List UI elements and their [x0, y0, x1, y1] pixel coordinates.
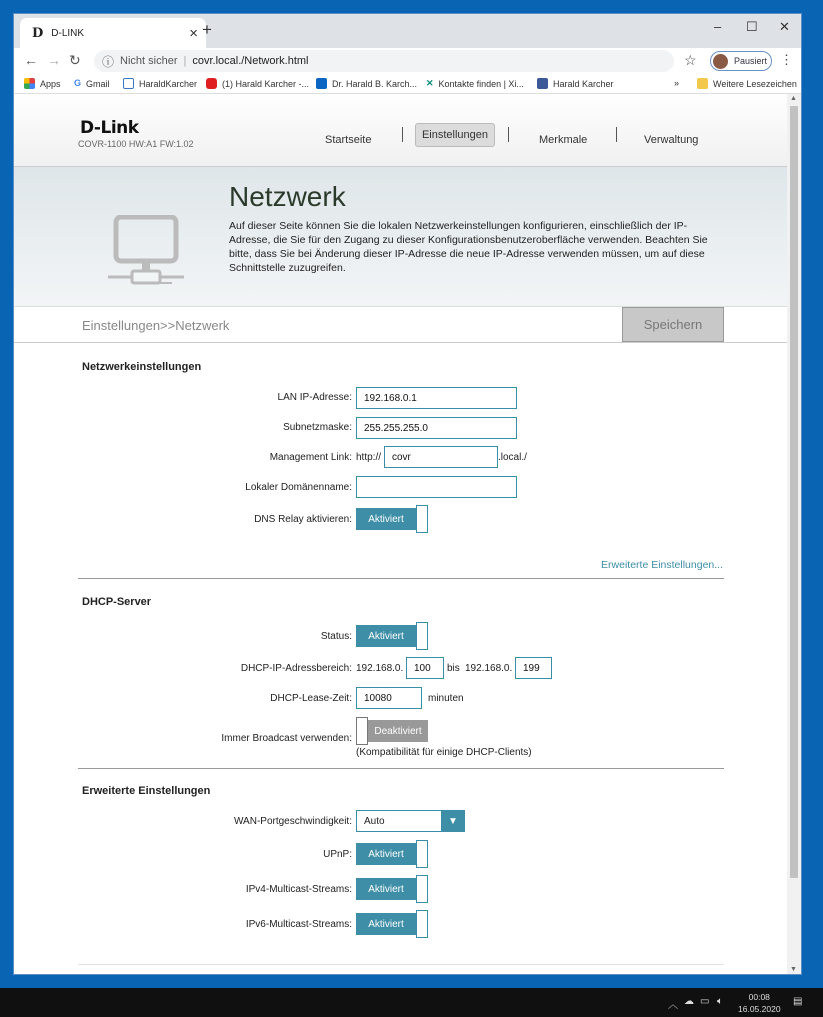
bookmarks-bar	[14, 74, 801, 94]
security-label: Nicht sicher	[120, 55, 178, 67]
section-title-advanced: Erweiterte Einstellungen	[82, 785, 211, 797]
scroll-down-icon[interactable]: ▼	[790, 966, 797, 973]
page-title: Netzwerk	[229, 181, 346, 212]
new-tab-icon[interactable]: +	[202, 20, 212, 39]
url-text: covr.local./Network.html	[192, 55, 309, 67]
nav-merkmale[interactable]: Merkmale	[539, 134, 588, 146]
upnp-toggle[interactable]	[356, 840, 428, 868]
nav-divider	[508, 127, 509, 142]
tray-chevron-icon[interactable]: ︿	[668, 1000, 678, 1011]
broadcast-toggle[interactable]	[356, 717, 428, 745]
menu-icon[interactable]: ⋮	[780, 52, 793, 67]
upnp-label: UPnP:	[323, 849, 352, 860]
toggle-knob	[416, 840, 428, 868]
scroll-up-icon[interactable]: ▲	[790, 95, 797, 102]
section-divider	[78, 578, 724, 579]
dhcp-range-prefix: 192.168.0.	[356, 663, 404, 674]
cloud-icon[interactable]: ☁	[684, 996, 694, 1007]
dhcp-range-to: bis	[447, 663, 460, 674]
save-button[interactable]: Speichern	[622, 307, 724, 342]
close-window-icon[interactable]: ✕	[779, 19, 790, 34]
reload-icon[interactable]: ↻	[69, 52, 81, 68]
notifications-icon[interactable]: ▤	[793, 996, 803, 1007]
broadcast-state: Deaktiviert	[368, 720, 428, 742]
back-icon[interactable]: ←	[24, 52, 38, 68]
upnp-state: Aktiviert	[356, 843, 416, 865]
router-header	[14, 94, 787, 167]
bookmark-item[interactable]: Harald Karcher	[537, 78, 614, 89]
advanced-settings-link[interactable]: Erweiterte Einstellungen...	[601, 559, 723, 571]
model-info: COVR-1100 HW:A1 FW:1.02	[78, 139, 194, 149]
subnet-label: Subnetzmaske:	[283, 422, 352, 433]
dhcp-lease-label: DHCP-Lease-Zeit:	[270, 693, 352, 704]
dhcp-status-label: Status:	[320, 631, 352, 642]
profile-button[interactable]	[710, 51, 772, 71]
mgmt-link-suffix: .local./	[498, 452, 527, 463]
clock-time: 00:08	[748, 992, 770, 1002]
broadcast-label: Immer Broadcast verwenden:	[221, 733, 352, 744]
dns-relay-toggle[interactable]	[356, 505, 428, 533]
info-icon[interactable]: ⓘ	[102, 54, 115, 69]
forward-icon[interactable]: →	[47, 52, 61, 68]
profile-status: Pausiert	[734, 56, 768, 66]
dhcp-lease-unit: minuten	[428, 693, 464, 704]
scrollbar[interactable]	[787, 94, 801, 974]
ipv4-multicast-state: Aktiviert	[356, 878, 416, 900]
toggle-knob	[416, 505, 428, 533]
dhcp-status-toggle[interactable]	[356, 622, 428, 650]
dlink-favicon-icon: D	[32, 25, 44, 41]
broadcast-note: (Kompatibilität für einige DHCP-Clients)	[356, 747, 532, 758]
folder-icon	[697, 78, 708, 89]
section-divider	[78, 964, 724, 965]
url-separator: |	[183, 55, 187, 67]
browser-window	[14, 14, 801, 974]
page-content	[14, 94, 787, 974]
toggle-knob	[416, 910, 428, 938]
toggle-knob	[416, 875, 428, 903]
section-divider	[78, 768, 724, 769]
tab-strip	[14, 14, 801, 48]
wan-speed-label: WAN-Portgeschwindigkeit:	[233, 816, 352, 827]
dhcp-range-label: DHCP-IP-Adressbereich:	[240, 663, 352, 674]
domain-name-label: Lokaler Domänenname:	[245, 482, 352, 493]
bookmark-item[interactable]: Dr. Harald B. Karch...	[316, 78, 417, 89]
close-tab-icon[interactable]: ×	[189, 25, 198, 42]
nav-divider	[616, 127, 617, 142]
minimize-icon[interactable]: –	[714, 19, 722, 34]
ipv6-multicast-toggle[interactable]	[356, 910, 428, 938]
calendar-icon	[123, 78, 134, 89]
clock[interactable]	[738, 991, 781, 1015]
dhcp-range-prefix-end: 192.168.0.	[465, 663, 513, 674]
tab-title: D-LINK	[51, 27, 85, 39]
browser-tab[interactable]	[20, 18, 206, 48]
breadcrumb-row	[14, 307, 787, 343]
lan-ip-input[interactable]: 192.168.0.1	[356, 387, 517, 409]
lan-ip-label: LAN IP-Adresse:	[277, 392, 352, 403]
bookmark-star-icon[interactable]: ☆	[684, 52, 697, 68]
page-description: Auf dieser Seite können Sie die lokalen Netzwerkeinstellungen konfigurieren, einschließlich der IP-Adresse, die Sie für den Zugang zu dieser Konfigurationsbenutzeroberfläche verwenden. Beachten Sie bitte, dass Sie bei Änderung dieser IP-Adresse die neue IP-Adresse verwenden müssen, um auf diese Schnittstelle zuzugreifen.	[229, 220, 708, 274]
bookmark-item[interactable]: (1) Harald Karcher -...	[206, 78, 309, 89]
page-banner	[14, 167, 787, 307]
nav-einstellungen[interactable]: Einstellungen	[415, 123, 495, 147]
facebook-icon	[537, 78, 548, 89]
scrollbar-thumb[interactable]	[790, 106, 798, 878]
breadcrumb: Einstellungen>>Netzwerk	[82, 318, 230, 333]
address-bar-row	[14, 48, 801, 74]
dhcp-range-start-input[interactable]: 100	[406, 657, 444, 679]
maximize-icon[interactable]: ☐	[746, 19, 758, 34]
dns-relay-label: DNS Relay aktivieren:	[254, 514, 352, 525]
ipv6-multicast-state: Aktiviert	[356, 913, 416, 935]
bookmark-item[interactable]: ✕ Kontakte finden | Xi...	[426, 78, 524, 89]
bookmark-item[interactable]: G Gmail	[74, 78, 110, 89]
mgmt-link-prefix: http://	[356, 452, 382, 463]
nav-verwaltung[interactable]: Verwaltung	[644, 134, 699, 146]
taskbar	[0, 988, 823, 1017]
apps-icon	[24, 78, 35, 89]
ipv6-multicast-label: IPv6-Multicast-Streams:	[245, 919, 352, 930]
nav-startseite[interactable]: Startseite	[325, 134, 372, 146]
google-icon: G	[74, 78, 82, 88]
section-title-dhcp: DHCP-Server	[82, 596, 152, 608]
toggle-knob	[356, 717, 368, 745]
bookmark-item[interactable]: Apps	[24, 78, 61, 89]
mgmt-link-input[interactable]: covr	[384, 446, 498, 468]
clock-date: 16.05.2020	[738, 1004, 781, 1014]
xing-icon: ✕	[426, 78, 434, 88]
network-computer-icon	[106, 215, 186, 291]
address-bar[interactable]	[94, 50, 674, 72]
youtube-icon	[206, 78, 217, 89]
bookmarks-overflow[interactable]: »	[674, 78, 680, 88]
dhcp-status-state: Aktiviert	[356, 625, 416, 647]
mgmt-link-label: Management Link:	[269, 452, 352, 463]
avatar	[713, 54, 728, 69]
toggle-knob	[416, 622, 428, 650]
linkedin-icon	[316, 78, 327, 89]
dns-relay-state: Aktiviert	[356, 508, 416, 530]
volume-icon[interactable]: 🔈︎	[717, 996, 723, 1007]
chevron-down-icon[interactable]: ▼	[441, 810, 465, 832]
domain-name-input[interactable]	[356, 476, 517, 498]
wan-speed-select[interactable]	[356, 810, 465, 832]
other-bookmarks[interactable]: Weitere Lesezeichen	[697, 78, 797, 89]
dlink-logo: D-Link	[80, 118, 139, 138]
nav-divider	[402, 127, 403, 142]
dhcp-range-end-input[interactable]: 199	[515, 657, 552, 679]
dhcp-lease-input[interactable]: 10080	[356, 687, 422, 709]
ipv4-multicast-toggle[interactable]	[356, 875, 428, 903]
subnet-input[interactable]: 255.255.255.0	[356, 417, 517, 439]
wan-speed-value: Auto	[364, 815, 385, 827]
bookmark-item[interactable]: HaraldKarcher	[123, 78, 197, 89]
network-icon[interactable]: ▭	[700, 996, 710, 1007]
section-title-network: Netzwerkeinstellungen	[82, 361, 202, 373]
ipv4-multicast-label: IPv4-Multicast-Streams:	[245, 884, 352, 895]
